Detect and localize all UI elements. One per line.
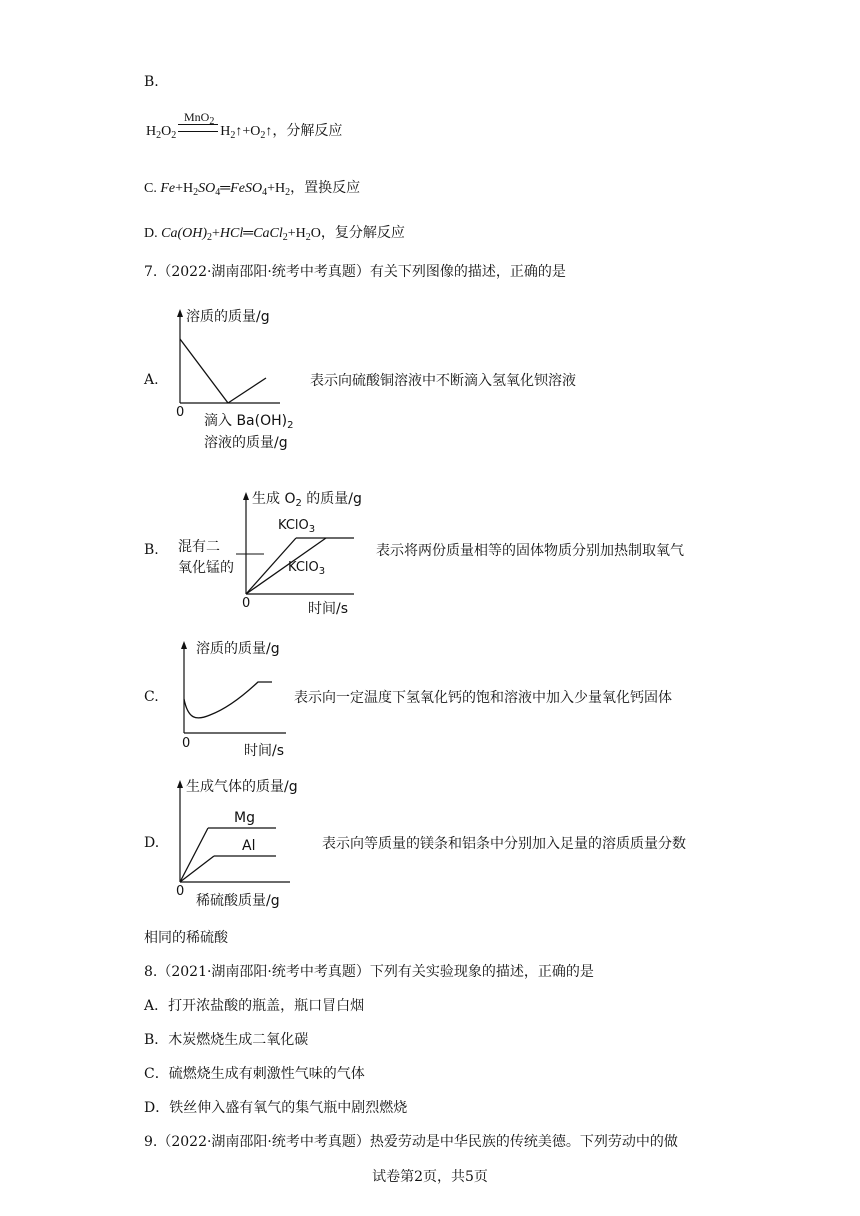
y-axis-arrow-icon <box>181 641 187 649</box>
curve <box>184 682 272 718</box>
q7-c-desc: 表示向一定温度下氢氧化钙的饱和溶液中加入少量氧化钙固体 <box>294 690 672 706</box>
q7-a-ylabel: 溶质的质量/g <box>186 309 270 325</box>
q7-b-side2: 氧化锰的 <box>178 560 234 576</box>
q7-a-xlabel2: 溶液的质量/g <box>204 435 288 451</box>
q7-d-xlabel: 稀硫酸质量/g <box>196 893 280 909</box>
q7-d-desc: 表示向等质量的镁条和铝条中分别加入足量的溶质质量分数 <box>322 836 686 852</box>
q7-c-ylabel: 溶质的质量/g <box>196 641 280 657</box>
double-line-arrow <box>178 124 218 132</box>
q8-option-c: C．硫燃烧生成有刺激性气味的气体 <box>144 1066 365 1082</box>
q7-d-al-label: Al <box>242 838 256 854</box>
curve-down <box>180 339 228 403</box>
q7-d-ylabel: 生成气体的质量/g <box>186 779 298 795</box>
q8-option-d: D．铁丝伸入盛有氧气的集气瓶中剧烈燃烧 <box>144 1100 408 1116</box>
q7-b-kclo3-top: KClO$_3$ <box>278 518 316 535</box>
q7-a-desc: 表示向硫酸铜溶液中不断滴入氢氧化钡溶液 <box>310 373 576 389</box>
q6-b-catalyst: MnO$_2$ <box>184 110 215 127</box>
y-axis-arrow-icon <box>177 780 183 788</box>
q7-b-xlabel: 时间/s <box>308 601 349 617</box>
q7-c-letter: C. <box>144 689 159 705</box>
q8-option-b: B．木炭燃烧生成二氧化碳 <box>144 1032 309 1048</box>
q8-stem: 8.（2021·湖南邵阳·统考中考真题）下列有关实验现象的描述，正确的是 <box>144 964 594 980</box>
q7-d-desc-cont: 相同的稀硫酸 <box>144 930 228 946</box>
y-axis-arrow-icon <box>177 309 183 317</box>
q7-d-origin: 0 <box>176 884 185 899</box>
q7-b-ylabel: 生成 $O_2$ 的质量/g <box>252 491 362 509</box>
q7-b-side1: 混有二 <box>178 539 220 555</box>
q7-c-origin: 0 <box>182 736 191 751</box>
q7-d-letter: D. <box>144 835 160 851</box>
q7-b-desc: 表示将两份质量相等的固体物质分别加热制取氧气 <box>376 543 684 559</box>
q6-b-equation: $H_2O_2$ $H_2↑+O_2↑$，分解反应 <box>146 124 343 141</box>
y-axis-arrow-icon <box>243 492 249 500</box>
q7-a-origin: 0 <box>176 405 185 420</box>
q7-stem: 7.（2022·湖南邵阳·统考中考真题）有关下列图像的描述，正确的是 <box>144 264 566 280</box>
page-footer: 试卷第2页，共5页 <box>372 1169 488 1185</box>
curve-up <box>228 378 266 403</box>
q9-stem: 9.（2022·湖南邵阳·统考中考真题）热爱劳动是中华民族的传统美德。下列劳动中的做 <box>144 1134 678 1150</box>
q6-option-b-letter: B. <box>144 74 159 90</box>
q7-b-origin: 0 <box>242 596 251 611</box>
line-mg-rise <box>180 828 208 882</box>
q7-b-letter: B. <box>144 542 159 558</box>
q6-option-c: C. $Fe+H_2SO_4═FeSO_4+H_2$，置换反应 <box>144 181 361 198</box>
q7-c-xlabel: 时间/s <box>244 743 285 759</box>
q7-a-xlabel1: 滴入 $Ba(OH)_2$ <box>204 413 294 431</box>
q7-a-letter: A. <box>144 372 159 388</box>
q7-b-kclo3-bot: KClO$_3$ <box>288 560 326 577</box>
line-al-rise <box>180 856 214 882</box>
q7-d-mg-label: Mg <box>234 810 255 826</box>
q8-option-a: A．打开浓盐酸的瓶盖，瓶口冒白烟 <box>144 998 365 1014</box>
q6-option-d: D. $Ca(OH)_2+HCl═CaCl_2+H_2O$，复分解反应 <box>144 226 405 243</box>
